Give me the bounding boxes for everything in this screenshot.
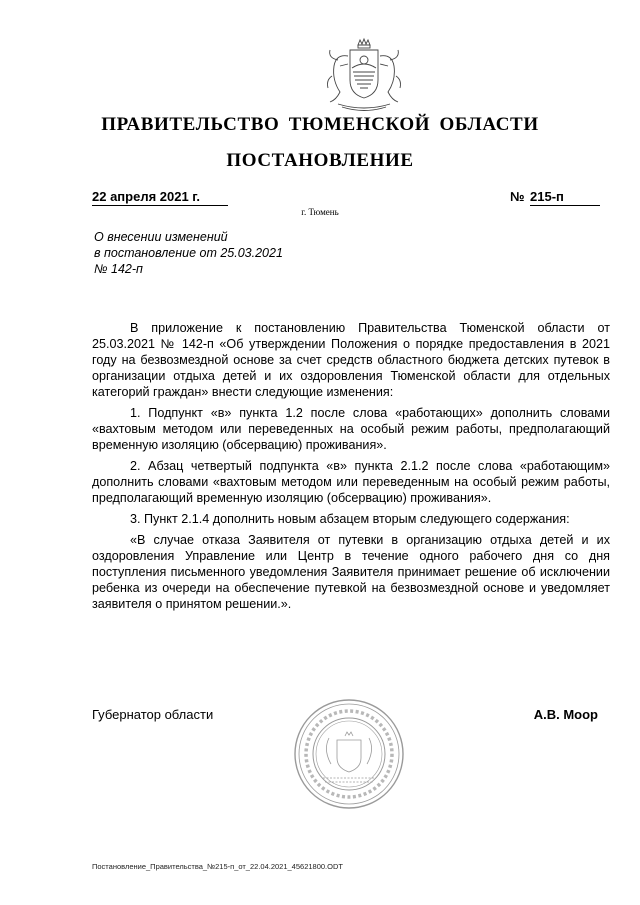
signatory-name: А.В. Моор	[533, 707, 598, 722]
document-body	[92, 320, 610, 617]
body-paragraph: 3. Пункт 2.1.4 дополнить новым абзацем вторым следующего содержания:	[130, 512, 570, 526]
signature-block	[92, 706, 610, 726]
subject-line: О внесении изменений	[94, 230, 228, 244]
government-title: ПРАВИТЕЛЬСТВО ТЮМЕНСКОЙ ОБЛАСТИ	[101, 114, 539, 135]
number-sign: №	[510, 189, 525, 204]
body-paragraph: 2. Абзац четвертый подпункта «в» пункта 2.1.2 после слова «работающим» дополнить словами «вахтовым методом или переведенным на особый режим работы, предполагающий временную изоляцию (обсервацию) проживания».	[92, 459, 610, 505]
subject-line: № 142-п	[94, 262, 143, 276]
number-value: 215-п	[530, 189, 600, 206]
body-paragraph: В приложение к постановлению Правительства Тюменской области от 25.03.2021 № 142-п «Об утверждении Положения о порядке предоставления в 2021 году на безвозмездной основе за счет средств областного бюджета детских путевок в организации отдыха детей и их оздоровления Тюменской области для отдельных категорий граждан» внести следующие изменения:	[92, 321, 610, 399]
document-subject	[94, 229, 354, 277]
document-date: 22 апреля 2021 г.	[92, 189, 228, 206]
document-number	[510, 189, 604, 206]
city: г. Тюмень	[301, 207, 339, 217]
signatory-position: Губернатор области	[92, 707, 214, 722]
footer-filename: Постановление_Правительства_№215-п_от_22.04.2021_45621800.ODT	[92, 862, 343, 871]
body-paragraph: «В случае отказа Заявителя от путевки в организацию отдыха детей и их оздоровления Управление или Центр в течение одного рабочего дня со дня поступления письменного уведомления Заявителя принимает решение об исключении ребенка из очереди на обеспечение путевкой на безвозмездной основе и уведомляет заявителя о принятом решении.».	[92, 533, 610, 611]
subject-line: в постановление от 25.03.2021	[94, 246, 283, 260]
coat-of-arms-icon	[318, 36, 410, 114]
body-paragraph: 1. Подпункт «в» пункта 1.2 после слова «работающих» дополнить словами «вахтовым методом или переведенных на особый режим работы, предполагающий временную изоляцию (обсервацию) проживания».	[92, 406, 610, 452]
document-type: ПОСТАНОВЛЕНИЕ	[226, 150, 414, 171]
